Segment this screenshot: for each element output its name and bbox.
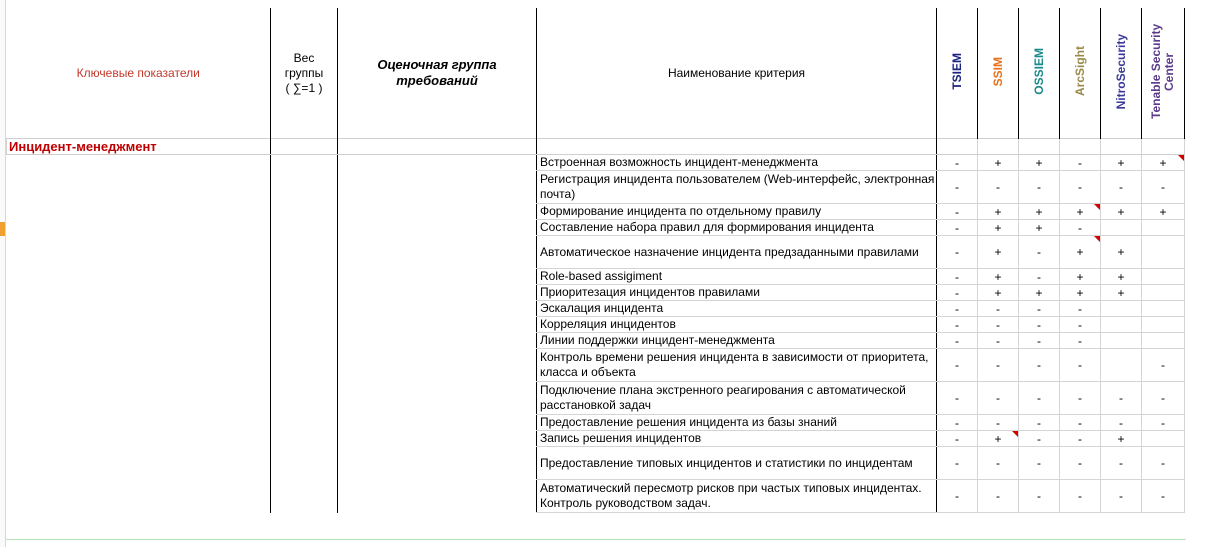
empty-cell[interactable] bbox=[271, 333, 338, 349]
section-cell[interactable] bbox=[1101, 139, 1142, 155]
mark-cell[interactable]: - bbox=[1019, 269, 1060, 285]
mark-cell[interactable]: - bbox=[937, 269, 978, 285]
header-criterion-name[interactable]: Наименование критерия bbox=[537, 8, 937, 139]
mark-cell[interactable]: - bbox=[1060, 317, 1101, 333]
mark-cell[interactable] bbox=[1142, 285, 1185, 301]
mark-cell[interactable]: - bbox=[1019, 333, 1060, 349]
mark-cell[interactable]: - bbox=[937, 431, 978, 447]
mark-cell[interactable]: + bbox=[1019, 285, 1060, 301]
mark-cell[interactable]: - bbox=[937, 349, 978, 382]
mark-cell[interactable]: + bbox=[978, 220, 1019, 236]
mark-cell[interactable]: - bbox=[1060, 171, 1101, 204]
mark-cell[interactable]: - bbox=[1142, 480, 1185, 513]
active-row-marker bbox=[0, 222, 5, 236]
mark-cell[interactable]: + bbox=[1101, 285, 1142, 301]
mark-cell[interactable]: - bbox=[1060, 431, 1101, 447]
empty-cell[interactable] bbox=[338, 285, 537, 301]
empty-cell[interactable] bbox=[271, 431, 338, 447]
mark-cell[interactable]: + bbox=[1060, 269, 1101, 285]
criterion-cell[interactable]: Предоставление типовых инцидентов и статистики по инцидентам bbox=[537, 447, 937, 480]
table-row bbox=[7, 480, 1185, 513]
mark-cell[interactable]: - bbox=[1019, 236, 1060, 269]
section-cell[interactable] bbox=[1019, 139, 1060, 155]
header-product-arcsight[interactable]: ArcSight bbox=[1060, 8, 1101, 139]
mark-cell[interactable]: - bbox=[978, 333, 1019, 349]
empty-cell[interactable] bbox=[338, 447, 537, 480]
comparison-table bbox=[6, 8, 1185, 513]
mark-cell[interactable]: - bbox=[937, 236, 978, 269]
empty-cell[interactable] bbox=[7, 285, 271, 301]
empty-cell[interactable] bbox=[7, 431, 271, 447]
mark-cell[interactable] bbox=[1101, 220, 1142, 236]
empty-cell[interactable] bbox=[7, 382, 271, 415]
table-row bbox=[7, 155, 1185, 171]
empty-cell[interactable] bbox=[338, 171, 537, 204]
mark-cell[interactable]: + bbox=[978, 285, 1019, 301]
empty-cell[interactable] bbox=[7, 155, 271, 171]
criterion-cell[interactable]: Автоматический пересмотр рисков при частых типовых инцидентах. Контроль руководством задач. bbox=[537, 480, 937, 513]
header-product-tsiem[interactable]: TSIEM bbox=[937, 8, 978, 139]
mark-cell[interactable]: + bbox=[1142, 204, 1185, 220]
mark-cell[interactable]: + bbox=[1019, 220, 1060, 236]
empty-cell[interactable] bbox=[271, 220, 338, 236]
mark-cell[interactable]: - bbox=[1019, 317, 1060, 333]
table-row bbox=[7, 415, 1185, 431]
empty-cell[interactable] bbox=[271, 155, 338, 171]
empty-cell[interactable] bbox=[7, 415, 271, 431]
criterion-cell[interactable]: Корреляция инцидентов bbox=[537, 317, 937, 333]
table-row bbox=[7, 333, 1185, 349]
empty-cell[interactable] bbox=[7, 171, 271, 204]
criterion-cell[interactable]: Эскалация инцидента bbox=[537, 301, 937, 317]
mark-cell[interactable]: - bbox=[1060, 447, 1101, 480]
section-cell[interactable] bbox=[937, 139, 978, 155]
mark-cell[interactable]: + bbox=[1060, 204, 1101, 220]
criterion-cell[interactable]: Role-based assigiment bbox=[537, 269, 937, 285]
mark-cell[interactable]: - bbox=[1019, 171, 1060, 204]
mark-cell[interactable]: - bbox=[978, 382, 1019, 415]
mark-cell[interactable]: - bbox=[1060, 415, 1101, 431]
mark-cell[interactable]: - bbox=[1019, 349, 1060, 382]
empty-cell[interactable] bbox=[7, 220, 271, 236]
mark-cell[interactable]: - bbox=[1060, 382, 1101, 415]
criterion-cell[interactable]: Приоритезация инцидентов правилами bbox=[537, 285, 937, 301]
mark-cell[interactable]: - bbox=[1142, 171, 1185, 204]
mark-cell[interactable]: - bbox=[1142, 349, 1185, 382]
mark-cell[interactable]: - bbox=[978, 415, 1019, 431]
mark-cell[interactable]: - bbox=[1142, 415, 1185, 431]
mark-cell[interactable]: - bbox=[1101, 415, 1142, 431]
table-row bbox=[7, 285, 1185, 301]
mark-cell[interactable]: - bbox=[1060, 349, 1101, 382]
mark-cell[interactable]: - bbox=[937, 171, 978, 204]
mark-cell[interactable]: + bbox=[1101, 269, 1142, 285]
header-product-tenable[interactable]: Tenable Security Center bbox=[1142, 8, 1185, 139]
mark-cell[interactable]: - bbox=[1060, 301, 1101, 317]
mark-cell[interactable]: + bbox=[978, 204, 1019, 220]
mark-cell[interactable] bbox=[1101, 301, 1142, 317]
empty-cell[interactable] bbox=[338, 480, 537, 513]
criterion-cell[interactable]: Подключение плана экстренного реагирования с автоматической расстановкой задач bbox=[537, 382, 937, 415]
criterion-cell[interactable]: Запись решения инцидентов bbox=[537, 431, 937, 447]
mark-cell[interactable]: + bbox=[1101, 431, 1142, 447]
mark-cell[interactable]: - bbox=[937, 382, 978, 415]
mark-cell[interactable]: - bbox=[978, 171, 1019, 204]
mark-cell[interactable]: - bbox=[937, 155, 978, 171]
mark-cell[interactable]: - bbox=[1101, 171, 1142, 204]
criterion-cell[interactable]: Формирование инцидента по отдельному правилу bbox=[537, 204, 937, 220]
mark-cell[interactable]: + bbox=[1101, 204, 1142, 220]
empty-cell[interactable] bbox=[338, 155, 537, 171]
table-row bbox=[7, 204, 1185, 220]
table-row bbox=[7, 220, 1185, 236]
mark-cell[interactable]: - bbox=[1019, 447, 1060, 480]
empty-cell[interactable] bbox=[271, 171, 338, 204]
empty-cell[interactable] bbox=[338, 269, 537, 285]
mark-cell[interactable]: - bbox=[1060, 480, 1101, 513]
header-evaluation-group[interactable]: Оценочная группа требований bbox=[338, 8, 537, 139]
empty-cell[interactable] bbox=[338, 333, 537, 349]
header-product-nitrosecurity[interactable]: NitroSecurity bbox=[1101, 8, 1142, 139]
empty-cell[interactable] bbox=[271, 236, 338, 269]
header-product-ossiem[interactable]: OSSIEM bbox=[1019, 8, 1060, 139]
empty-cell[interactable] bbox=[271, 269, 338, 285]
table-row bbox=[7, 301, 1185, 317]
header-group-weight[interactable]: Вес группы ( ∑=1 ) bbox=[271, 8, 338, 139]
empty-cell[interactable] bbox=[7, 333, 271, 349]
mark-cell[interactable]: - bbox=[1101, 480, 1142, 513]
empty-cell[interactable] bbox=[7, 349, 271, 382]
empty-cell[interactable] bbox=[338, 317, 537, 333]
table-row bbox=[7, 382, 1185, 415]
empty-cell[interactable] bbox=[338, 431, 537, 447]
mark-cell[interactable]: + bbox=[1019, 204, 1060, 220]
criterion-cell[interactable]: Автоматическое назначение инцидента предзаданными правилами bbox=[537, 236, 937, 269]
mark-cell[interactable] bbox=[1142, 431, 1185, 447]
empty-cell[interactable] bbox=[271, 480, 338, 513]
mark-cell[interactable]: - bbox=[1019, 301, 1060, 317]
section-cell[interactable] bbox=[271, 139, 338, 155]
mark-cell[interactable]: + bbox=[1101, 155, 1142, 171]
mark-cell[interactable] bbox=[1142, 317, 1185, 333]
mark-cell[interactable]: + bbox=[1101, 236, 1142, 269]
mark-cell[interactable]: - bbox=[1019, 415, 1060, 431]
empty-cell[interactable] bbox=[271, 301, 338, 317]
empty-cell[interactable] bbox=[271, 415, 338, 431]
empty-cell[interactable] bbox=[271, 382, 338, 415]
mark-cell[interactable]: - bbox=[1101, 382, 1142, 415]
mark-cell[interactable]: - bbox=[937, 415, 978, 431]
empty-cell[interactable] bbox=[338, 301, 537, 317]
table-row bbox=[7, 171, 1185, 204]
empty-cell[interactable] bbox=[338, 236, 537, 269]
mark-cell[interactable] bbox=[1142, 236, 1185, 269]
empty-cell[interactable] bbox=[338, 220, 537, 236]
empty-cell[interactable] bbox=[7, 204, 271, 220]
empty-cell[interactable] bbox=[7, 301, 271, 317]
table-row bbox=[7, 349, 1185, 382]
mark-cell[interactable]: - bbox=[1060, 333, 1101, 349]
empty-cell[interactable] bbox=[271, 447, 338, 480]
empty-cell[interactable] bbox=[338, 415, 537, 431]
mark-cell[interactable] bbox=[1142, 269, 1185, 285]
empty-cell[interactable] bbox=[271, 317, 338, 333]
criterion-cell[interactable]: Предоставление решения инцидента из базы знаний bbox=[537, 415, 937, 431]
mark-cell[interactable]: + bbox=[978, 236, 1019, 269]
empty-cell[interactable] bbox=[7, 317, 271, 333]
selection-border bbox=[6, 539, 1186, 540]
mark-cell[interactable]: - bbox=[937, 333, 978, 349]
header-row bbox=[7, 8, 1185, 139]
mark-cell[interactable] bbox=[1101, 349, 1142, 382]
empty-cell[interactable] bbox=[271, 349, 338, 382]
header-key-indicators[interactable]: Ключевые показатели bbox=[76, 66, 200, 80]
mark-cell[interactable]: - bbox=[1142, 382, 1185, 415]
mark-cell[interactable]: - bbox=[978, 301, 1019, 317]
empty-cell[interactable] bbox=[271, 285, 338, 301]
criterion-cell[interactable]: Линии поддержки инцидент-менеджмента bbox=[537, 333, 937, 349]
criterion-cell[interactable]: Встроенная возможность инцидент-менеджмента bbox=[537, 155, 937, 171]
mark-cell[interactable]: - bbox=[1101, 447, 1142, 480]
empty-cell[interactable] bbox=[338, 349, 537, 382]
header-product-ssim[interactable]: SSIM bbox=[978, 8, 1019, 139]
criterion-cell[interactable]: Регистрация инцидента пользователем (Web-интерфейс, электронная почта) bbox=[537, 171, 937, 204]
mark-cell[interactable]: - bbox=[937, 447, 978, 480]
section-cell[interactable] bbox=[537, 139, 937, 155]
mark-cell[interactable]: + bbox=[978, 269, 1019, 285]
mark-cell[interactable]: - bbox=[937, 301, 978, 317]
mark-cell[interactable] bbox=[1101, 317, 1142, 333]
mark-cell[interactable]: - bbox=[978, 480, 1019, 513]
mark-cell[interactable]: - bbox=[978, 349, 1019, 382]
mark-cell[interactable]: - bbox=[1019, 480, 1060, 513]
section-cell[interactable] bbox=[978, 139, 1019, 155]
mark-cell[interactable]: - bbox=[1060, 220, 1101, 236]
mark-cell[interactable] bbox=[1142, 220, 1185, 236]
mark-cell[interactable] bbox=[1142, 301, 1185, 317]
empty-cell[interactable] bbox=[7, 269, 271, 285]
empty-cell[interactable] bbox=[7, 480, 271, 513]
mark-cell[interactable]: + bbox=[1060, 285, 1101, 301]
section-cell[interactable] bbox=[1060, 139, 1101, 155]
mark-cell[interactable]: - bbox=[1019, 382, 1060, 415]
empty-cell[interactable] bbox=[338, 204, 537, 220]
empty-cell[interactable] bbox=[271, 204, 338, 220]
empty-cell[interactable] bbox=[7, 447, 271, 480]
mark-cell[interactable]: - bbox=[937, 317, 978, 333]
mark-cell[interactable]: - bbox=[937, 285, 978, 301]
mark-cell[interactable]: - bbox=[1019, 431, 1060, 447]
mark-cell[interactable] bbox=[1142, 333, 1185, 349]
empty-cell[interactable] bbox=[7, 236, 271, 269]
mark-cell[interactable]: - bbox=[1060, 155, 1101, 171]
criterion-cell[interactable]: Составление набора правил для формирования инцидента bbox=[537, 220, 937, 236]
table-row bbox=[7, 236, 1185, 269]
mark-cell[interactable]: + bbox=[1142, 155, 1185, 171]
section-cell[interactable] bbox=[338, 139, 537, 155]
mark-cell[interactable]: - bbox=[937, 220, 978, 236]
empty-cell[interactable] bbox=[338, 382, 537, 415]
mark-cell[interactable]: + bbox=[1060, 236, 1101, 269]
section-cell[interactable] bbox=[1142, 139, 1185, 155]
table-row bbox=[7, 431, 1185, 447]
criterion-cell[interactable]: Контроль времени решения инцидента в зависимости от приоритета, класса и объекта bbox=[537, 349, 937, 382]
mark-cell[interactable]: + bbox=[978, 431, 1019, 447]
table-row bbox=[7, 269, 1185, 285]
mark-cell[interactable]: - bbox=[978, 317, 1019, 333]
mark-cell[interactable]: + bbox=[978, 155, 1019, 171]
mark-cell[interactable]: - bbox=[937, 204, 978, 220]
mark-cell[interactable]: - bbox=[1142, 447, 1185, 480]
mark-cell[interactable]: - bbox=[978, 447, 1019, 480]
mark-cell[interactable] bbox=[1101, 333, 1142, 349]
table-row bbox=[7, 317, 1185, 333]
section-title[interactable]: Инцидент-менеджмент bbox=[7, 139, 271, 155]
mark-cell[interactable]: - bbox=[937, 480, 978, 513]
table-row bbox=[7, 447, 1185, 480]
mark-cell[interactable]: + bbox=[1019, 155, 1060, 171]
section-row bbox=[7, 139, 1185, 155]
